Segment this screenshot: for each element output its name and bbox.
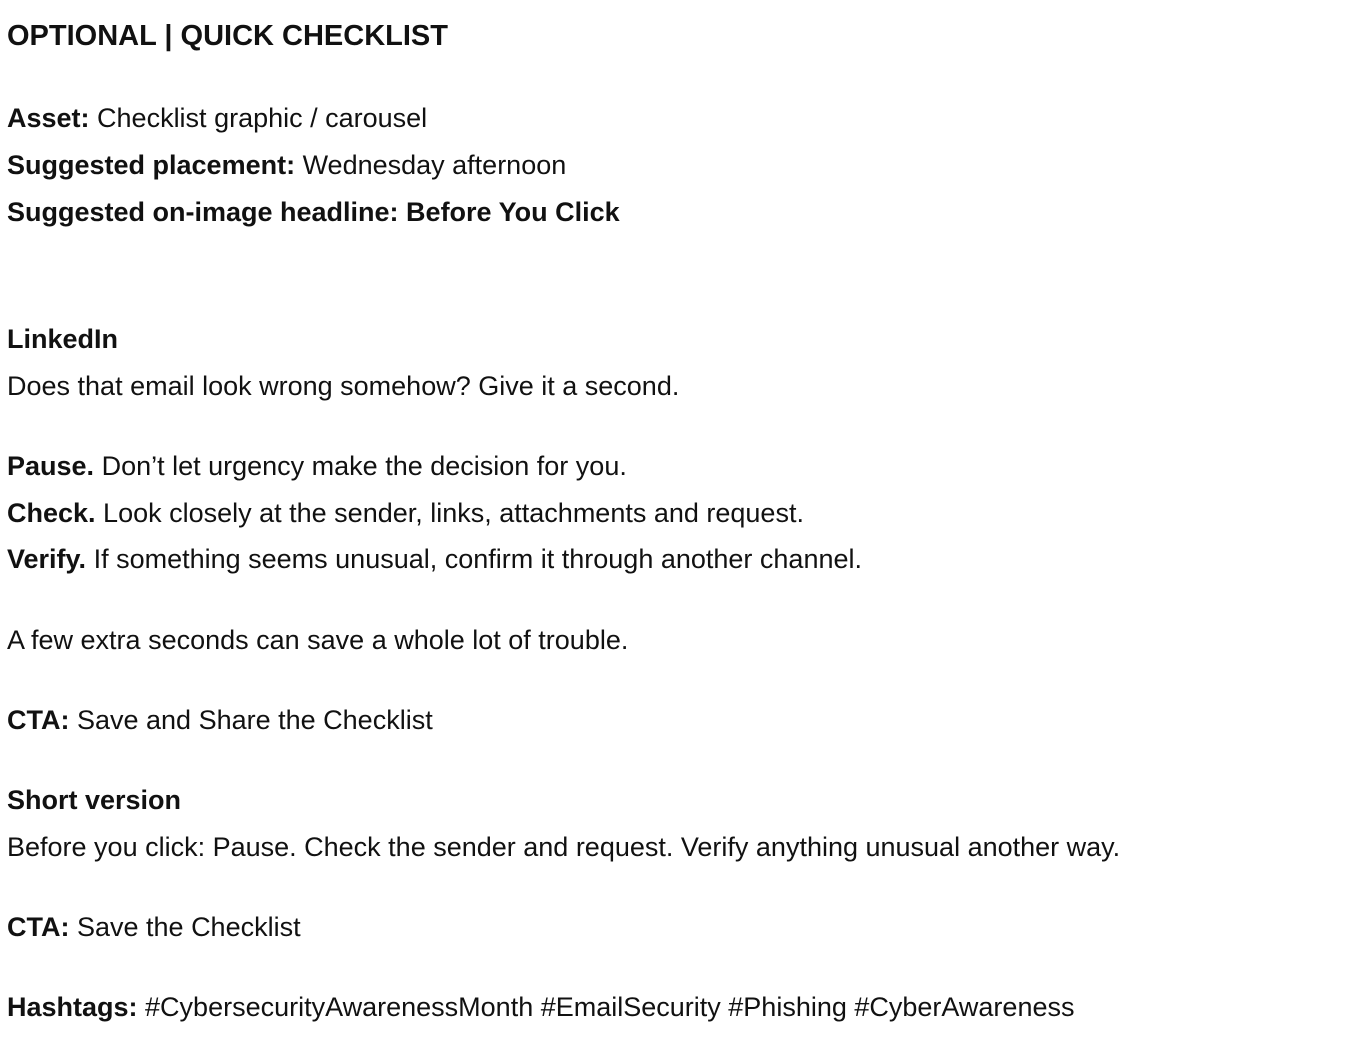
- placement-value: Wednesday afternoon: [295, 150, 567, 180]
- asset-label: Asset:: [7, 103, 90, 133]
- hashtags-value: #CybersecurityAwarenessMonth #EmailSecurity #Phishing #CyberAwareness: [137, 992, 1075, 1022]
- placement-line: [7, 148, 566, 182]
- headline-line: Suggested on-image headline: Before You Click: [7, 197, 620, 227]
- step-check: [7, 496, 804, 530]
- short-version-heading: Short version: [7, 785, 182, 815]
- step-label: Verify.: [7, 544, 87, 574]
- cta-value: Save the Checklist: [69, 912, 301, 942]
- linkedin-heading: LinkedIn: [7, 324, 119, 354]
- placement-label: Suggested placement:: [7, 150, 296, 180]
- step-text: If something seems unusual, confirm it through another channel.: [86, 544, 862, 574]
- page-title: OPTIONAL | QUICK CHECKLIST: [7, 20, 448, 52]
- linkedin-intro: Does that email look wrong somehow? Give it a second.: [7, 371, 680, 401]
- asset-line: [7, 101, 427, 135]
- short-version-text: Before you click: Pause. Check the sender and request. Verify anything unusual another way.: [7, 832, 1121, 862]
- step-label: Pause.: [7, 451, 95, 481]
- step-text: Look closely at the sender, links, attachments and request.: [95, 498, 804, 528]
- step-label: Check.: [7, 498, 96, 528]
- linkedin-closing: A few extra seconds can save a whole lot of trouble.: [7, 625, 629, 655]
- step-pause: [7, 449, 627, 483]
- hashtags-label: Hashtags:: [7, 992, 138, 1022]
- step-text: Don’t let urgency make the decision for you.: [94, 451, 627, 481]
- hashtags-line: [7, 990, 1074, 1024]
- step-verify: [7, 542, 862, 576]
- short-version-cta: [7, 910, 301, 944]
- cta-label: CTA:: [7, 912, 70, 942]
- cta-value: Save and Share the Checklist: [69, 705, 433, 735]
- asset-value: Checklist graphic / carousel: [89, 103, 428, 133]
- linkedin-cta: [7, 703, 433, 737]
- cta-label: CTA:: [7, 705, 70, 735]
